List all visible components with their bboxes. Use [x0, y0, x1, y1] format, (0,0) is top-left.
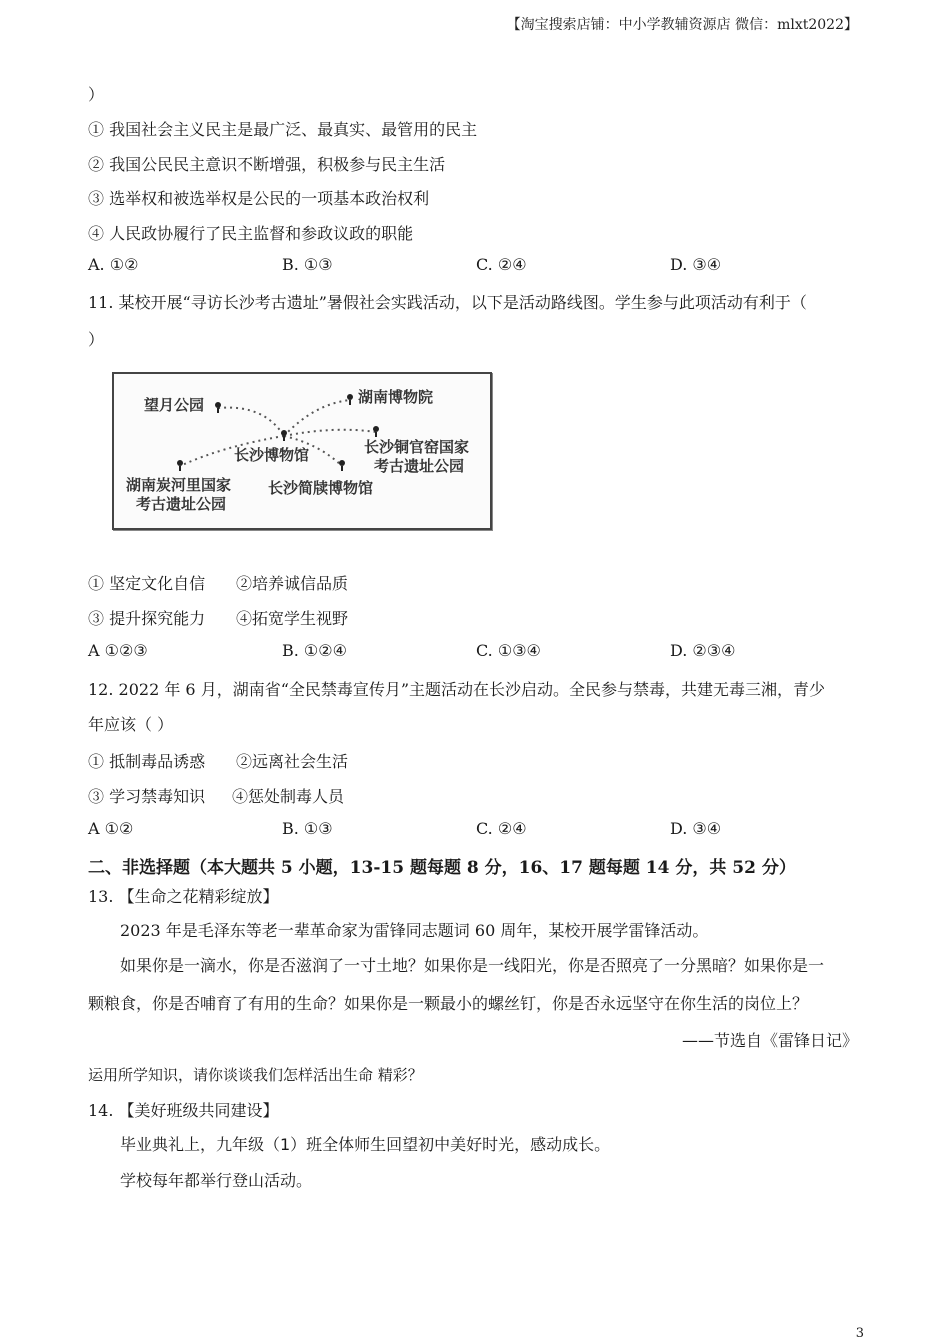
route-tongguanyao: [284, 430, 376, 436]
q10-stem-tail: ）: [88, 85, 105, 104]
q13-title: 13. 【生命之花精彩绽放】: [88, 887, 279, 906]
q10-option-d: D. ③④: [670, 255, 722, 274]
q11-option-b: B. ①②④: [282, 641, 347, 660]
q12-option-a: A ①②: [88, 819, 134, 838]
q11-option-d: D. ②③④: [670, 641, 736, 660]
q11-item-2: ②培养诚信品质: [236, 574, 349, 593]
page-header: 【淘宝搜索店铺：中小学教辅资源店 微信：mlxt2022】: [506, 17, 858, 33]
q11-item-1: ① 坚定文化自信: [88, 574, 206, 593]
q11-option-c: C. ①③④: [476, 641, 541, 660]
label-tanheli-line1: 湖南炭河里国家: [126, 476, 232, 494]
q10-option-a: A. ①②: [88, 255, 139, 274]
q13-paragraph-line1: 如果你是一滴水，你是否滋润了一寸土地？如果你是一线阳光，你是否照亮了一分黑暗？如果你是一: [120, 956, 825, 975]
label-hunan-museum: 湖南博物院: [358, 388, 434, 406]
q10-option-b: B. ①③: [282, 255, 333, 274]
q12-stem-line1: 12. 2022 年 6 月，湖南省“全民禁毒宣传月”主题活动在长沙启动。全民参与禁毒，共建无毒三湘，青少: [88, 680, 826, 699]
q10-item-3: ③ 选举权和被选举权是公民的一项基本政治权利: [88, 189, 430, 208]
q14-line1: 毕业典礼上，九年级（1）班全体师生回望初中美好时光，感动成长。: [120, 1135, 611, 1154]
q11-stem: 11. 某校开展“寻访长沙考古遗址”暑假社会实践活动，以下是活动路线图。学生参与此项活动有利于（: [88, 293, 807, 312]
label-tongguanyao-line1: 长沙铜官窑国家: [364, 438, 470, 456]
route-hunan-museum: [284, 400, 350, 436]
q12-stem-line2: 年应该（ ）: [88, 715, 174, 734]
q12-option-b: B. ①③: [282, 819, 333, 838]
q11-option-a: A ①②③: [88, 641, 148, 660]
q11-stem-tail: ）: [88, 330, 105, 349]
section2-title: 二、非选择题（本大题共 5 小题，13-15 题每题 8 分，16、17 题每题 14 分，共 52 分）: [88, 858, 796, 878]
pin-jiandu-icon: [339, 460, 345, 466]
pin-changsha-museum-icon: [281, 430, 287, 436]
q14-line2: 学校每年都举行登山活动。: [120, 1171, 313, 1190]
q12-item-1: ① 抵制毒品诱惑: [88, 752, 206, 771]
q14-title: 14. 【美好班级共同建设】: [88, 1101, 279, 1120]
label-wangyue: 望月公园: [144, 396, 205, 414]
label-tongguanyao-line2: 考古遗址公园: [374, 457, 465, 475]
q13-paragraph-line2: 颗粮食，你是否哺育了有用的生命？如果你是一颗最小的螺丝钉，你是否永远坚守在你生活的岗位上？: [88, 994, 809, 1013]
route-wangyue: [218, 408, 284, 436]
pin-tongguanyao-icon: [373, 426, 379, 432]
route-map: [112, 372, 492, 530]
label-tanheli-line2: 考古遗址公园: [136, 495, 227, 513]
q13-source: ——节选自《雷锋日记》: [681, 1031, 858, 1050]
q12-option-c: C. ②④: [476, 819, 527, 838]
q10-item-2: ② 我国公民民主意识不断增强，积极参与民主生活: [88, 155, 446, 174]
q10-item-4: ④ 人民政协履行了民主监督和参政议政的职能: [88, 224, 414, 243]
q13-question: 运用所学知识，请你谈谈我们怎样活出生命 精彩？: [88, 1066, 423, 1084]
q10-option-c: C. ②④: [476, 255, 527, 274]
pin-wangyue-icon: [215, 402, 221, 408]
page-number: 3: [855, 1326, 864, 1341]
q12-item-2: ②远离社会生活: [236, 752, 349, 771]
q13-intro: 2023 年是毛泽东等老一辈革命家为雷锋同志题词 60 周年，某校开展学雷锋活动。: [120, 921, 709, 940]
q11-item-4: ④拓宽学生视野: [236, 609, 349, 628]
q10-item-1: ① 我国社会主义民主是最广泛、最真实、最管用的民主: [88, 120, 478, 139]
label-changsha-museum: 长沙博物馆: [234, 446, 310, 464]
pin-hunan-museum-icon: [347, 394, 353, 400]
label-jiandu: 长沙简牍博物馆: [268, 479, 374, 497]
q12-item-3: ③ 学习禁毒知识: [88, 787, 206, 806]
q11-item-3: ③ 提升探究能力: [88, 609, 206, 628]
q12-item-4: ④惩处制毒人员: [232, 787, 345, 806]
q12-option-d: D. ③④: [670, 819, 722, 838]
pin-tanheli-icon: [177, 460, 183, 466]
